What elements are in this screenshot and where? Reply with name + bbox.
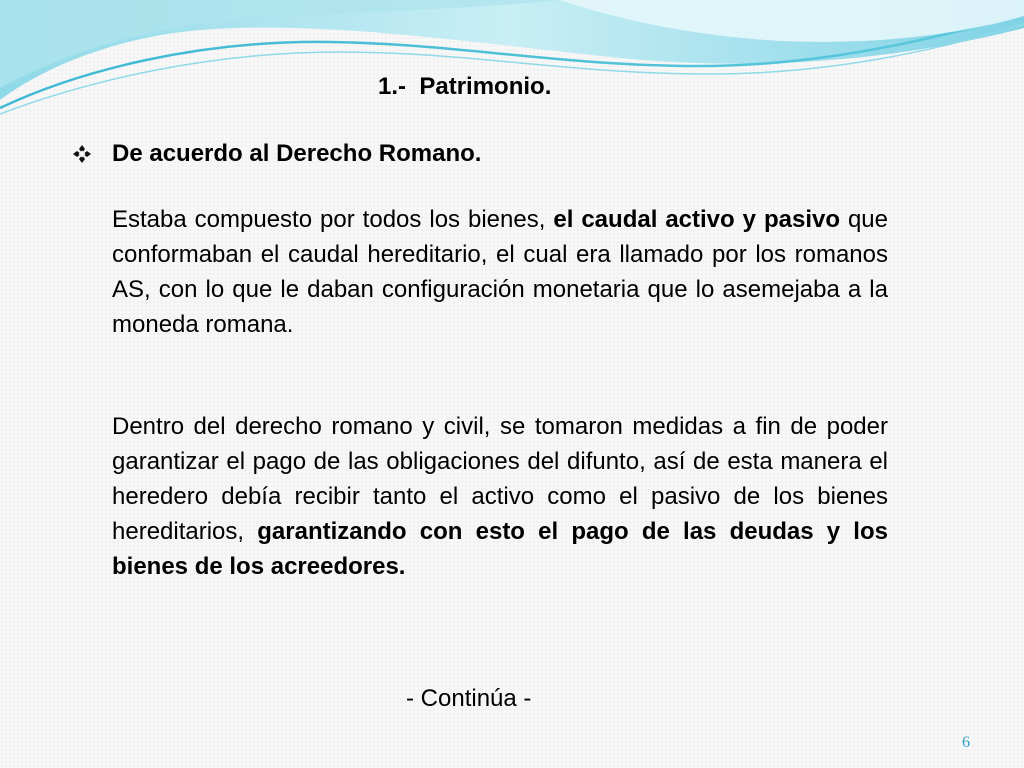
slide-heading: 1.- Patrimonio. <box>378 73 552 100</box>
paragraph-1-bold: el caudal activo y pasivo <box>553 206 840 233</box>
paragraph-1 <box>112 202 888 342</box>
paragraph-2-text-a: Dentro del derecho romano y civil, se tomaron medidas a fin de poder garantizar el pago de las obligaciones del difunto, así de esta manera el heredero debía recibir tanto el activo como el pasivo de los bienes hereditarios, <box>112 413 888 545</box>
paragraph-2 <box>112 409 888 584</box>
page-number: 6 <box>962 734 970 751</box>
continua-label: - Continúa - <box>406 685 532 712</box>
bullet-subheading: De acuerdo al Derecho Romano. <box>112 140 482 167</box>
paragraph-2-bold: garantizando con esto el pago de las deudas y los bienes de los acreedores. <box>112 518 888 580</box>
bullet-item <box>72 140 481 168</box>
four-diamond-bullet-icon <box>72 144 92 164</box>
header-wave-decoration <box>0 0 1024 120</box>
paragraph-1-text-a: Estaba compuesto por todos los bienes, <box>112 206 554 233</box>
paragraph-1-text-b: que conformaban el caudal hereditario, el cual era llamado por los romanos AS, con lo que le daban configuración monetaria que lo asemejaba a la moneda romana. <box>112 206 889 338</box>
